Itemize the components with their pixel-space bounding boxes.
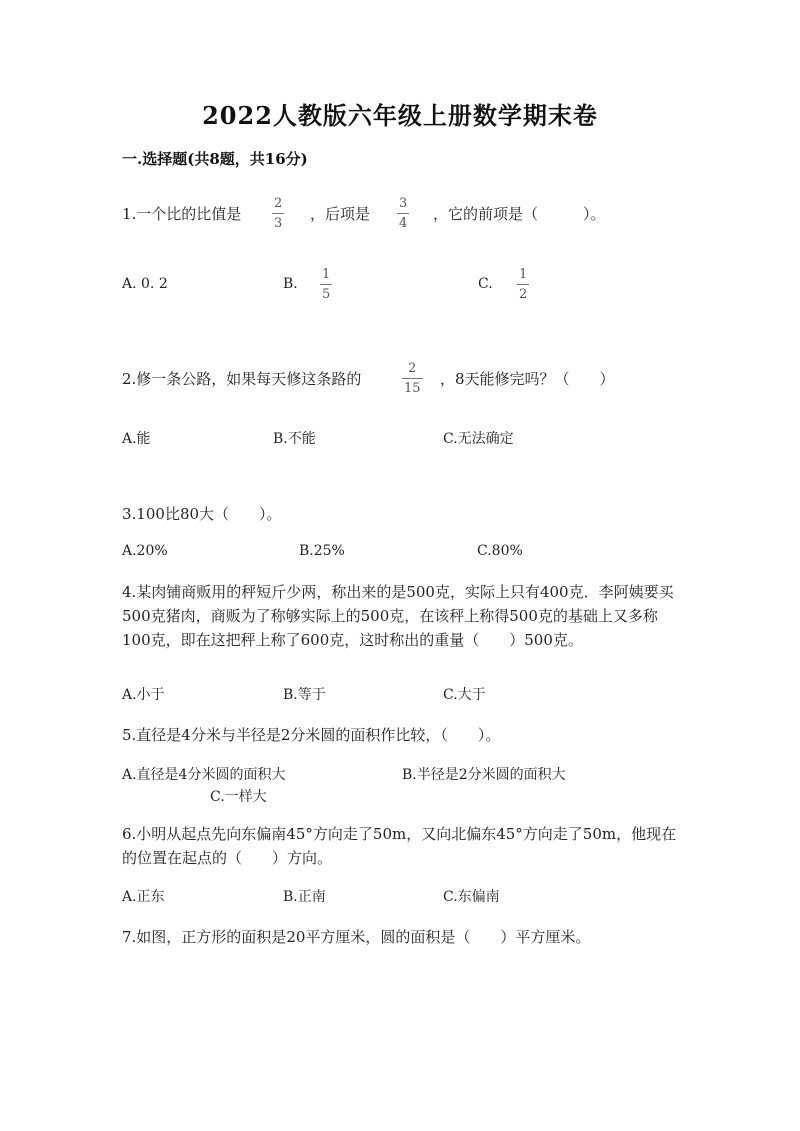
option-c[interactable]: C.东偏南 <box>443 889 500 905</box>
question-2-stem-a: 2.修一条公路，如果每天修这条路的 <box>122 370 362 388</box>
fraction-denominator: 4 <box>399 216 408 231</box>
option-c[interactable]: C. <box>478 276 493 292</box>
question-1-stem-c: ，它的前项是（ ）。 <box>433 205 606 223</box>
question-2-stem-b: ，8天能修完吗？（ ） <box>440 370 615 388</box>
fraction-denominator: 2 <box>519 287 528 302</box>
option-a[interactable]: A.20% <box>122 543 168 559</box>
question-5-stem: 5.直径是4分米与半径是2分米圆的面积作比较，（ ）。 <box>122 726 501 744</box>
fraction-3-4 <box>397 197 409 230</box>
option-a[interactable]: A.直径是4分米圆的面积大 <box>122 767 286 783</box>
section-heading: 一.选择题(共8题，共16分) <box>122 150 308 168</box>
question-1-stem-a: 1.一个比的比值是 <box>122 205 242 223</box>
option-c[interactable]: C.一样大 <box>210 789 267 805</box>
fraction-numerator: 2 <box>408 361 417 376</box>
option-c[interactable]: C.无法确定 <box>443 431 514 447</box>
fraction-numerator: 1 <box>519 267 528 282</box>
option-a[interactable]: A.小于 <box>122 687 165 703</box>
fraction-numerator: 3 <box>399 196 408 211</box>
question-6-stem: 6.小明从起点先向东偏南45°方向走了50m，又向北偏东45°方向走了50m，他现在的位置在起点的（ ）方向。 <box>122 825 677 867</box>
fraction-1-2 <box>517 268 529 301</box>
fraction-denominator: 5 <box>322 287 331 302</box>
question-3-stem: 3.100比80大（ ）。 <box>122 505 282 523</box>
option-c[interactable]: C.80% <box>477 543 523 559</box>
fraction-2-3 <box>272 197 284 230</box>
fraction-denominator: 15 <box>404 381 421 396</box>
option-b[interactable]: B.不能 <box>273 431 316 447</box>
option-b[interactable]: B.半径是2分米圆的面积大 <box>402 767 566 783</box>
option-b[interactable]: B.正南 <box>283 889 326 905</box>
fraction-2-15 <box>402 362 423 395</box>
option-a[interactable]: A.能 <box>122 431 151 447</box>
question-7-stem: 7.如图，正方形的面积是20平方厘米，圆的面积是（ ）平方厘米。 <box>122 928 591 946</box>
option-b[interactable]: B.25% <box>299 543 345 559</box>
question-1-stem-b: ，后项是 <box>310 205 371 223</box>
option-c[interactable]: C.大于 <box>443 687 486 703</box>
fraction-numerator: 1 <box>322 267 331 282</box>
option-b[interactable]: B. <box>283 276 298 292</box>
question-4-stem: 4.某肉铺商贩用的秤短斤少两，称出来的是500克，实际上只有400克．李阿姨要买500克猪肉，商贩为了称够实际上的500克，在该秤上称得500克的基础上又多称100克，即在这把秤上称了600克，这时称出的重量（ ）500克。 <box>122 583 674 649</box>
option-a[interactable]: A.正东 <box>122 889 165 905</box>
fraction-1-5 <box>320 268 332 301</box>
option-b[interactable]: B.等于 <box>283 687 326 703</box>
option-a[interactable]: A. 0. 2 <box>122 276 168 292</box>
page-title: 2022人教版六年级上册数学期末卷 <box>202 101 598 130</box>
fraction-denominator: 3 <box>274 216 283 231</box>
fraction-numerator: 2 <box>274 196 283 211</box>
